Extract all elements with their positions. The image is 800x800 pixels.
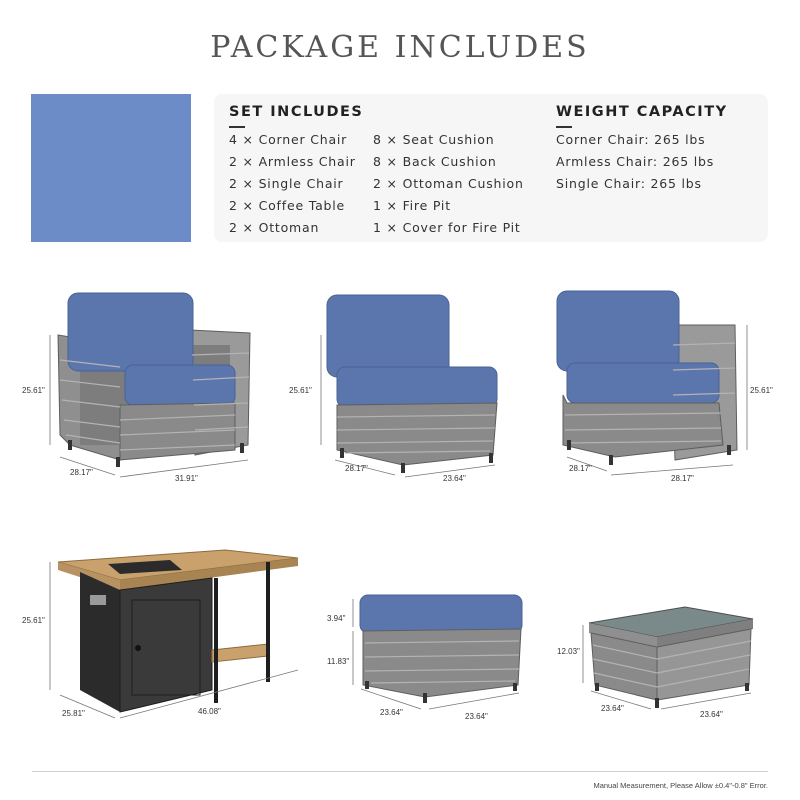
corner-chair-height: 25.61" bbox=[750, 386, 773, 395]
heading-underline bbox=[229, 126, 245, 128]
list-item: Single Chair: 265 lbs bbox=[556, 176, 702, 191]
set-includes-heading: SET INCLUDES bbox=[229, 104, 364, 120]
set-includes-col1 bbox=[229, 129, 356, 239]
armless-chair-image bbox=[285, 285, 515, 490]
coffee-table-height: 12.03" bbox=[557, 647, 580, 656]
armless-chair-depth: 28.17" bbox=[345, 464, 368, 473]
ottoman-image bbox=[325, 585, 535, 725]
corner-chair-image bbox=[545, 285, 785, 490]
list-item: 1 × Cover for Fire Pit bbox=[373, 220, 521, 235]
single-chair-depth: 28.17" bbox=[70, 468, 93, 477]
ottoman-depth: 23.64" bbox=[380, 708, 403, 717]
list-item: 2 × Single Chair bbox=[229, 176, 344, 191]
color-swatch bbox=[31, 94, 191, 242]
single-chair-width: 31.91" bbox=[175, 474, 198, 483]
single-chair-height: 25.61" bbox=[22, 386, 45, 395]
heading-underline bbox=[556, 126, 572, 128]
ottoman-width: 23.64" bbox=[465, 712, 488, 721]
list-item: Corner Chair: 265 lbs bbox=[556, 132, 706, 147]
coffee-table-image bbox=[555, 585, 785, 725]
footnote: Manual Measurement, Please Allow ±0.4"-0.8" Error. bbox=[593, 781, 768, 790]
armless-chair-height: 25.61" bbox=[289, 386, 312, 395]
list-item: 2 × Armless Chair bbox=[229, 154, 356, 169]
ottoman-base-height: 11.83" bbox=[327, 657, 350, 666]
list-item: 1 × Fire Pit bbox=[373, 198, 451, 213]
coffee-table-depth: 23.64" bbox=[601, 704, 624, 713]
info-panel bbox=[214, 94, 768, 242]
corner-chair-depth: 28.17" bbox=[569, 464, 592, 473]
list-item: Armless Chair: 265 lbs bbox=[556, 154, 715, 169]
set-includes-col2 bbox=[373, 129, 524, 239]
footer-divider bbox=[32, 771, 768, 772]
list-item: 8 × Seat Cushion bbox=[373, 132, 495, 147]
fire-pit-width: 46.08" bbox=[198, 707, 221, 716]
list-item: 2 × Ottoman Cushion bbox=[373, 176, 524, 191]
fire-pit-height: 25.61" bbox=[22, 616, 45, 625]
corner-chair-width: 28.17" bbox=[671, 474, 694, 483]
weight-capacity-heading: WEIGHT CAPACITY bbox=[556, 104, 728, 120]
list-item: 8 × Back Cushion bbox=[373, 154, 497, 169]
list-item: 2 × Ottoman bbox=[229, 220, 320, 235]
single-chair-image bbox=[20, 285, 260, 490]
fire-pit-image bbox=[20, 540, 310, 720]
coffee-table-width: 23.64" bbox=[700, 710, 723, 719]
ottoman-cushion-height: 3.94" bbox=[327, 614, 346, 623]
armless-chair-width: 23.64" bbox=[443, 474, 466, 483]
page-title: PACKAGE INCLUDES bbox=[210, 30, 590, 65]
fire-pit-depth: 25.81" bbox=[62, 709, 85, 718]
list-item: 2 × Coffee Table bbox=[229, 198, 346, 213]
weight-capacity-list bbox=[556, 129, 714, 195]
list-item: 4 × Corner Chair bbox=[229, 132, 348, 147]
